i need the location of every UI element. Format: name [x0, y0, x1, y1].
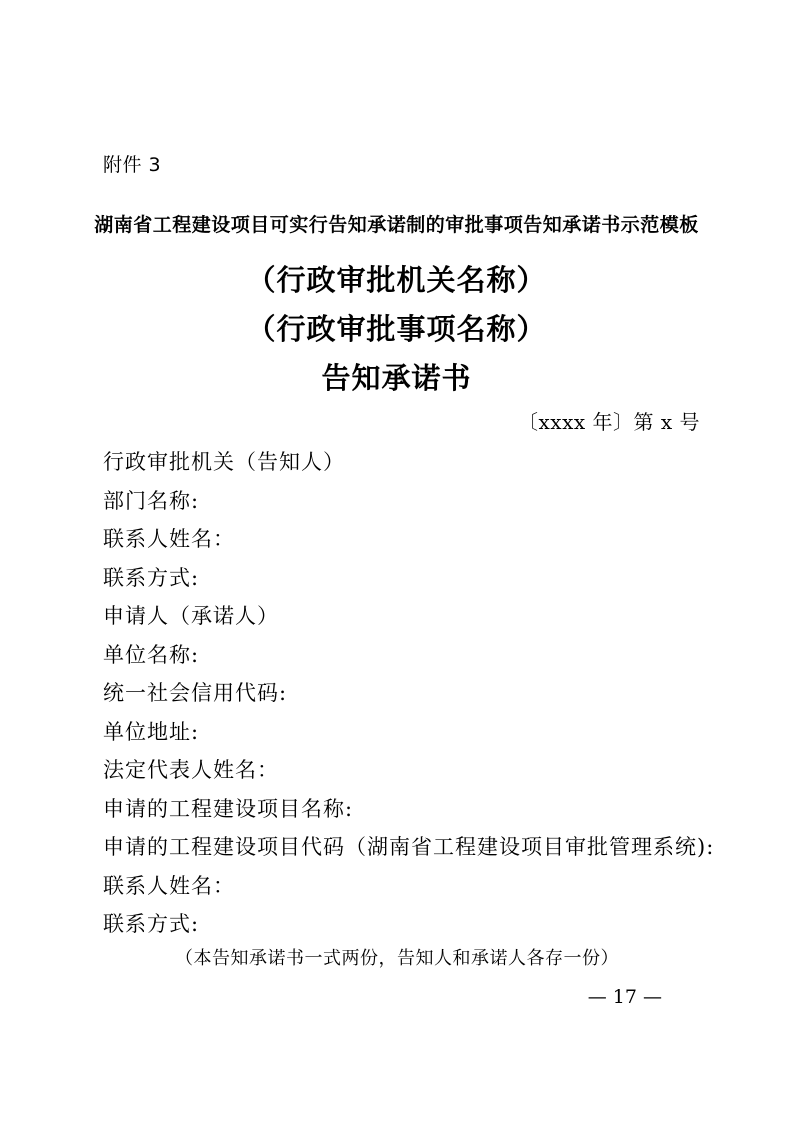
body-line-credit-code: 统一社会信用代码: — [103, 681, 288, 705]
title-line-letter-name: 告知承诺书 — [321, 361, 472, 395]
attachment-label: 附件 3 — [103, 154, 162, 176]
body-line-unit-name: 单位名称: — [103, 642, 200, 667]
document-number: 〔xxxx 年〕第 x 号 — [518, 410, 700, 434]
body-line-notifier-heading: 行政审批机关（告知人） — [103, 450, 345, 474]
page-number: — 17 — — [587, 986, 662, 1008]
body-line-contact-name-2: 联系人姓名： — [103, 873, 235, 898]
body-line-contact-method-2: 联系方式: — [103, 912, 200, 936]
footnote: （本告知承诺书一式两份，告知人和承诺人各存一份） — [175, 948, 619, 969]
document-subtitle: 湖南省工程建设项目可实行告知承诺制的审批事项告知承诺书示范模板 — [94, 214, 699, 236]
body-line-contact-method: 联系方式: — [103, 565, 200, 590]
document-title — [0, 256, 793, 403]
body-line-contact-name: 联系人姓名： — [103, 527, 235, 551]
body-line-unit-address: 单位地址: — [103, 719, 200, 744]
body-line-legal-representative: 法定代表人姓名： — [103, 758, 279, 782]
document-body — [103, 443, 715, 944]
body-line-applicant-heading: 申请人（承诺人） — [103, 604, 279, 628]
title-line-agency-name: （行政审批机关名称） — [246, 263, 547, 297]
body-line-project-code: 申请的工程建设项目代码（湖南省工程建设项目审批管理系统): — [103, 835, 715, 859]
body-line-department-name: 部门名称: — [103, 488, 200, 513]
title-line-item-name: （行政审批事项名称） — [246, 312, 547, 346]
body-line-project-name: 申请的工程建设项目名称: — [103, 796, 354, 821]
